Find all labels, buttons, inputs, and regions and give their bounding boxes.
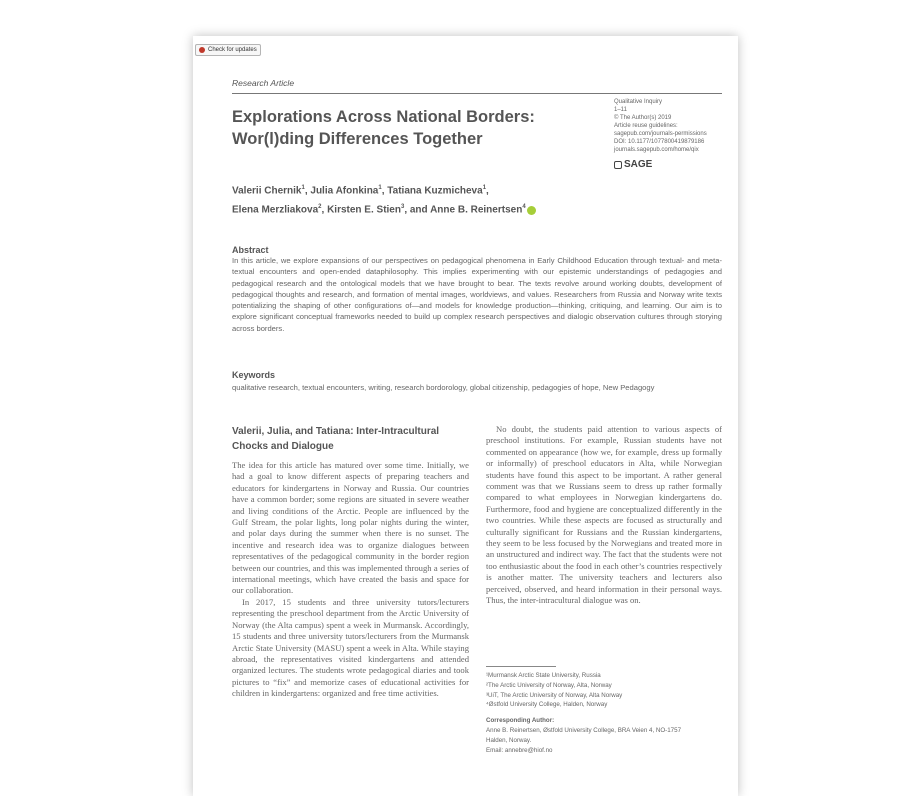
author-separator: , and [404, 204, 431, 216]
orcid-icon[interactable] [527, 206, 536, 215]
corresponding-author-heading: Corresponding Author: [486, 717, 555, 725]
affiliation-mark: 4 [522, 204, 526, 211]
affiliation-line: ¹Murmansk Arctic State University, Russia [486, 672, 601, 679]
author-separator: , [321, 204, 328, 216]
author: Elena Merzliakova [232, 204, 319, 216]
section-heading: Valerii, Julia, and Tatiana: Inter-Intracultural Chocks and Dialogue [232, 426, 440, 452]
body-paragraph: No doubt, the students paid attention to various aspects of preschool institutions. For example, Russian students have not commented on appearance (how we, for example, dress up formally or informally) of preschool educators in Alta, while Norwegian students have found this aspect to be important. A rather general comment was that we Russians seem to dress up rather formally compared to what employees in Norwegian kindergartens do. Furthermore, food and hygiene are conceptualized differently in the two countries. While these aspects are focused as structurally and culturally significant for Russians and the Russian kindergartens, they seem to be less focused by the Norwegians and treated more in an unstructured and indirect way. The fact that the students were not too enthusiastic about the food in each other’s countries respectively is another matter. The university teachers and lecturers also perceived, observed, and heard information in their personal ways. Thus, the inter-intracultural dialogue was on. [486, 424, 722, 606]
author-separator: , [381, 185, 388, 197]
sage-logo-icon [614, 161, 622, 169]
author-separator: , [486, 185, 489, 197]
right-column [486, 424, 722, 607]
author: Julia Afonkina [310, 185, 379, 197]
publisher-name: SAGE [624, 159, 653, 170]
publisher-logo [614, 159, 652, 170]
keywords-text: qualitative research, textual encounters, writing, research bordorology, global citizenship, pedagogies of hope, New Pedagogy [232, 383, 655, 392]
affiliation-mark: 3 [400, 204, 405, 211]
reuse-guidelines: Article reuse guidelines: [614, 123, 678, 129]
corresponding-line: Halden, Norway. [486, 736, 532, 744]
affiliation-line: ⁴Østfold University College, Halden, Norway [486, 701, 608, 709]
title-line-2: Wor(l)ding Differences Together [232, 130, 483, 148]
abstract-heading: Abstract [232, 245, 269, 255]
title-line-1: Explorations Across National Borders: [232, 108, 535, 126]
journal-meta [614, 98, 724, 154]
left-column [232, 424, 469, 700]
affiliation-line: ²The Arctic University of Norway, Alta, Norway [486, 681, 612, 689]
affiliation-mark: 1 [301, 185, 305, 191]
page-range: 1–11 [614, 107, 627, 113]
keywords-heading: Keywords [232, 370, 276, 380]
author-separator: , [304, 185, 311, 197]
affiliation-line: ³UiT, The Arctic University of Norway, Alta Norway [486, 691, 623, 699]
author: Valerii Chernik [232, 185, 302, 197]
journal-name: Qualitative Inquiry [614, 99, 663, 105]
author-list [232, 180, 612, 219]
body-paragraph: The idea for this article has matured over some time. Initially, we had a goal to know different aspects of preparing teachers and educators for kindergartens in Norway and Russia. Our countries have a common border; some regions are situated in severe weather and living conditions of the Arctic. People are influenced by the Gulf Stream, the polar lights, long polar nights during the winter, and polar days during the summer when there is no sunset. The incentive and research idea was to organize dialogues between representatives of the pedagogical community in the border region between our countries, and this was implemented through a series of international meetings, which have created the basis and space for our collaboration. [232, 460, 469, 596]
updates-icon [199, 47, 205, 53]
header-divider [232, 93, 722, 94]
affiliation-mark: 1 [378, 185, 382, 191]
affiliations [486, 671, 722, 755]
author: Anne B. Reinertsen [430, 204, 523, 216]
corresponding-email[interactable]: Email: annebre@hiof.no [486, 746, 553, 754]
check-for-updates-badge[interactable] [195, 44, 261, 56]
abstract-text: In this article, we explore expansions of our perspectives on pedagogical phenomena in Early Childhood Education through textual- and meta-textual encounters and open-ended dataphilosophy. This implies experimenting with our epistemic understandings of pedagogies and pedagogical research and the ontological models that we have brought to bear. The texts revolve around working doubts, development of pedagogical thoughts and research, and formation of mental images, worldviews, and values. Researchers from Russia and Norway write texts potentializing the shaping of other configurations of—and models for knowledge production—thinking, critiquing, and learning. Our aim is to explore significant conceptual frameworks needed to build up complex research perspectives and dialogic observation cultures through storying across borders. [232, 256, 722, 333]
doi[interactable]: DOI: 10.1177/1077800419879186 [614, 139, 705, 145]
author: Tatiana Kuzmicheva [387, 185, 483, 197]
corresponding-line: Anne B. Reinertsen, Østfold University College, BRA Veien 4, NO-1757 [486, 726, 682, 734]
copyright: © The Author(s) 2019 [614, 115, 672, 121]
journal-link[interactable]: journals.sagepub.com/home/qix [614, 147, 699, 153]
article-type: Research Article [232, 78, 295, 88]
footnote-divider [486, 666, 556, 667]
permissions-link[interactable]: sagepub.com/journals-permissions [614, 131, 707, 137]
affiliation-mark: 1 [482, 185, 487, 191]
affiliation-mark: 2 [318, 204, 322, 211]
body-paragraph: In 2017, 15 students and three university tutors/lecturers representing the preschool department from the Arctic University of Norway (the Alta campus) spent a week in Murmansk. Accordingly, 15 students and three university tutors/lecturers from the Murmansk Arctic State University (MASU) spent a week in Alta. While staying abroad, the representatives visited kindergartens and attended organized lectures. The students wrote pedagogical diaries and took pictures to “fix” and memorize cases of educational activities for children in kindergartens: organized and free time activities. [232, 596, 469, 699]
paper-title [232, 106, 592, 150]
badge-label: Check for updates [208, 47, 257, 53]
author: Kirsten E. Stien [327, 204, 401, 216]
